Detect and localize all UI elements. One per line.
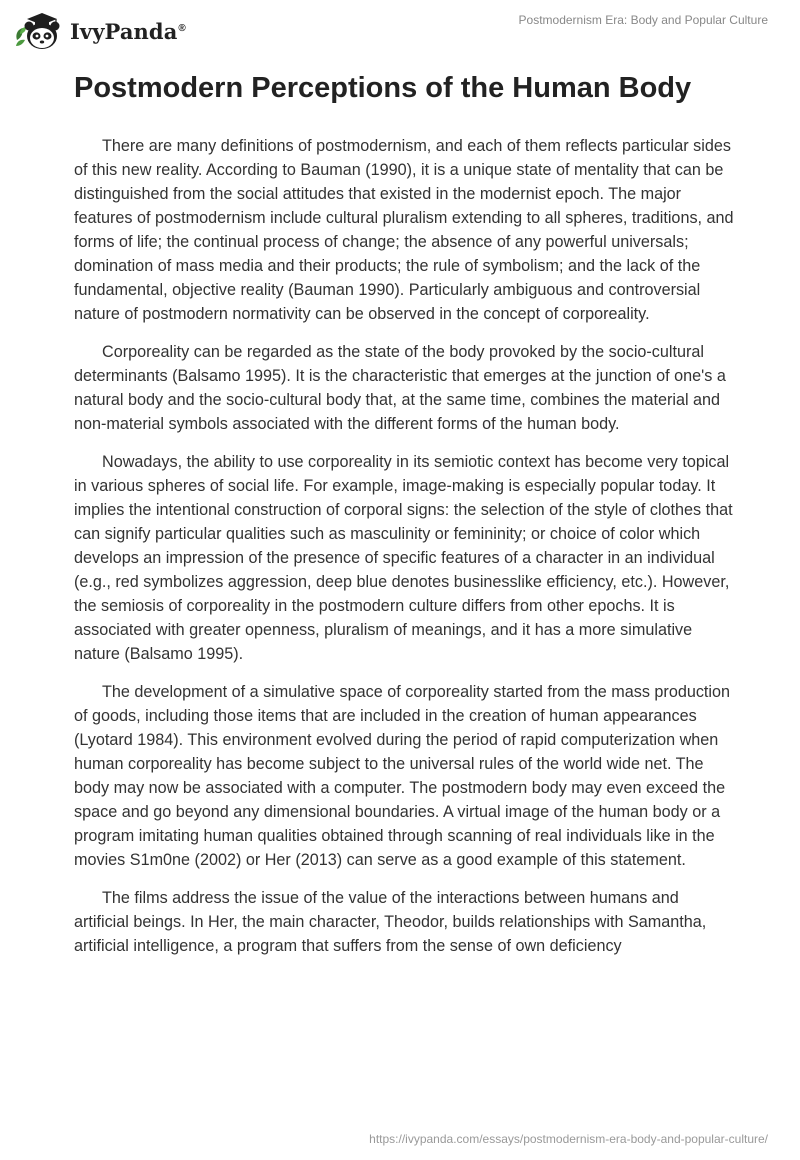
- page-header: [0, 0, 800, 60]
- panda-graduate-icon: [14, 10, 64, 52]
- paragraph: The films address the issue of the value of the interactions between humans and artificial beings. In Her, the main character, Theodor, builds relationships with Samantha, artificial intelligence, a program that suffers from the sense of own deficiency: [74, 889, 707, 955]
- paragraph: Nowadays, the ability to use corporeality in its semiotic context has become very topical in various spheres of social life. For example, image-making is especially popular today. It implies the intentional construction of corporal signs: the selection of the style of clothes that can signify particular qualities such as masculinity or femininity; or choice of color which develops an impression of the presence of specific features of a character in an individual (e.g., red symbolizes aggression, deep blue denotes businesslike efficiency, etc.). However, the semiosis of corporeality in the postmodern culture differs from other epochs. It is associated with greater openness, pluralism of meanings, and it has a more simulative nature (Balsamo 1995).: [74, 453, 733, 663]
- paragraph: Corporeality can be regarded as the state of the body provoked by the socio-cultural determinants (Balsamo 1995). It is the characteristic that emerges at the junction of one's a natural body and the socio-cultural body that, at the same time, combines the material and non-material symbols associated with the different forms of the human body.: [74, 343, 726, 433]
- brand-name: IvyPanda®: [70, 18, 186, 44]
- paragraph: The development of a simulative space of corporeality started from the mass production of goods, including those items that are included in the creation of human appearances (Lyotard 1984). This environment evolved during the period of rapid computerization when human corporeality has become subject to the universal rules of the world wide net. The body may now be associated with a computer. The postmodern body may even exceed the space and go beyond any dimensional boundaries. A virtual image of the human body or a program imitating human qualities obtained through scanning of real individuals like in the movies S1m0ne (2002) or Her (2013) can serve as a good example of this statement.: [74, 683, 731, 869]
- ivypanda-logo[interactable]: [14, 10, 186, 52]
- registered-mark: ®: [178, 22, 186, 34]
- article-body: [74, 134, 734, 972]
- document-title: Postmodernism Era: Body and Popular Culture: [518, 13, 768, 27]
- paragraph: There are many definitions of postmodernism, and each of them reflects particular sides of this new reality. According to Bauman (1990), it is a unique state of mentality that can be distinguished from the social attitudes that existed in the modernist epoch. The major features of postmodernism include cultural pluralism extending to all spheres, traditions, and forms of life; the continual process of change; the absence of any powerful universals; domination of mass media and their products; the rule of symbolism; and the lack of the fundamental, objective reality (Bauman 1990). Particularly ambiguous and controversial nature of postmodern normativity can be observed in the concept of corporeality.: [74, 137, 734, 323]
- source-url[interactable]: https://ivypanda.com/essays/postmodernism-era-body-and-popular-culture/: [369, 1132, 768, 1146]
- page-title: Postmodern Perceptions of the Human Body: [74, 72, 692, 104]
